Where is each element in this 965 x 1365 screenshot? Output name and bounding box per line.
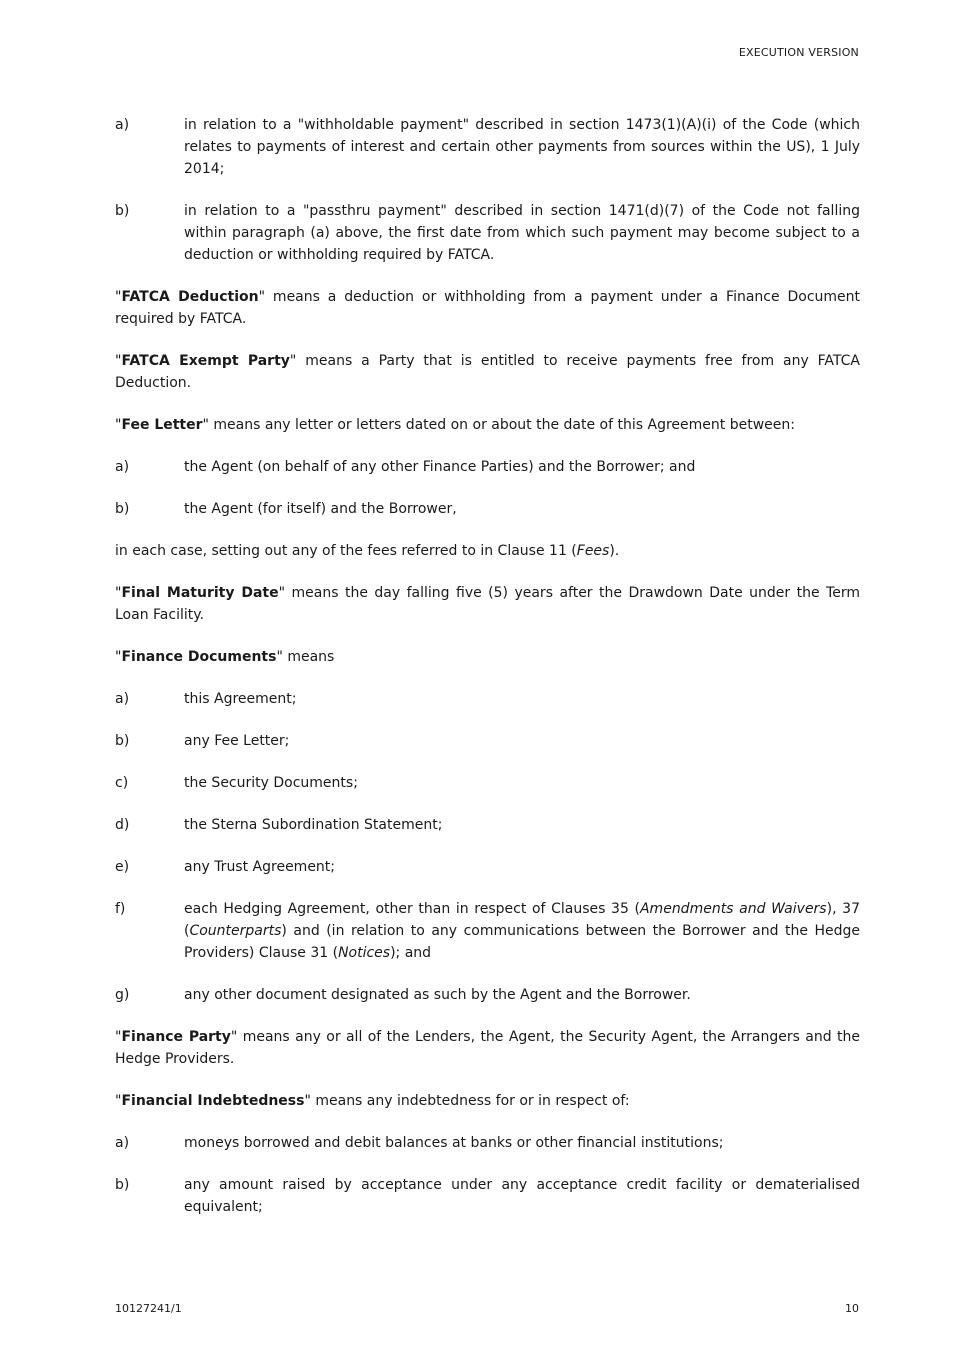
item-label: a) bbox=[115, 1135, 130, 1151]
definition-text: " means a Party that is entitled to receive payments free from any FATCA Deduction. bbox=[115, 353, 860, 391]
item-label: f) bbox=[115, 901, 126, 917]
definition-text: " means the day falling five (5) years after the Drawdown Date under the Term Loan Facility. bbox=[115, 585, 860, 623]
document-body bbox=[115, 114, 860, 1238]
list-item bbox=[115, 984, 860, 1006]
document-id: 10127241/1 bbox=[115, 1302, 182, 1315]
item-label: d) bbox=[115, 817, 130, 833]
definition-fee-letter: "Fee Letter" means any letter or letters dated on or about the date of this Agreement between: bbox=[115, 417, 795, 433]
trailer-text: ). bbox=[609, 543, 620, 559]
definition-finance-party: "Finance Party" means any or all of the Lenders, the Agent, the Security Agent, the Arrangers and the Hedge Providers. bbox=[115, 1029, 861, 1067]
item-text: the Security Documents; bbox=[184, 775, 358, 791]
defined-term: FATCA Exempt Party bbox=[121, 353, 290, 369]
item-text: any amount raised by acceptance under any acceptance credit facility or dematerialised equivalent; bbox=[184, 1177, 860, 1215]
defined-term: Fee Letter bbox=[121, 417, 203, 433]
page-number: 10 bbox=[845, 1302, 859, 1315]
list-item bbox=[115, 498, 860, 520]
defined-term: Finance Party bbox=[121, 1029, 231, 1045]
list-item bbox=[115, 688, 860, 710]
definition-fatca-deduction: "FATCA Deduction" means a deduction or withholding from a payment under a Finance Document required by FATCA. bbox=[115, 289, 861, 327]
list-item bbox=[115, 772, 860, 794]
defined-term: FATCA Deduction bbox=[121, 289, 259, 305]
list-item bbox=[115, 814, 860, 836]
item-text: the Agent (on behalf of any other Finance Parties) and the Borrower; and bbox=[184, 459, 696, 475]
item-label: b) bbox=[115, 203, 130, 219]
defined-term: Final Maturity Date bbox=[121, 585, 279, 601]
list-item bbox=[115, 114, 860, 180]
defined-term: Finance Documents bbox=[121, 649, 277, 665]
list-item bbox=[115, 730, 860, 752]
text-run: ) and (in relation to any communications between the Borrower and the Hedge Providers) Clause 31 ( bbox=[184, 923, 860, 961]
trailer-text: in each case, setting out any of the fees referred to in Clause 11 ( bbox=[115, 543, 577, 559]
fee-letter-trailer bbox=[115, 540, 860, 562]
list-item bbox=[115, 456, 860, 478]
item-text: this Agreement; bbox=[184, 691, 297, 707]
list-item bbox=[115, 1132, 860, 1154]
definition-final-maturity-date: "Final Maturity Date" means the day falling five (5) years after the Drawdown Date under the Term Loan Facility. bbox=[115, 585, 860, 623]
definition-fatca-exempt-party: "FATCA Exempt Party" means a Party that is entitled to receive payments free from any FATCA Deduction. bbox=[115, 353, 860, 391]
text-run: ); and bbox=[390, 945, 432, 961]
clause-reference: Counterparts bbox=[189, 923, 282, 939]
text-run: ), 37 ( bbox=[184, 901, 860, 939]
list-item bbox=[115, 1174, 860, 1218]
item-text: any Trust Agreement; bbox=[184, 859, 336, 875]
list-item bbox=[115, 200, 860, 266]
list-item bbox=[115, 898, 860, 964]
item-text: the Agent (for itself) and the Borrower, bbox=[184, 501, 457, 517]
item-text: in relation to a "withholdable payment" described in section 1473(1)(A)(i) of the Code (which relates to payments of interest and certain other payments from sources within the US), 1 July 2014; bbox=[184, 117, 860, 177]
definition-text: " means any or all of the Lenders, the Agent, the Security Agent, the Arrangers and the Hedge Providers. bbox=[115, 1029, 861, 1067]
item-text: the Sterna Subordination Statement; bbox=[184, 817, 443, 833]
definition-finance-documents: "Finance Documents" means bbox=[115, 649, 335, 665]
item-text: in relation to a "passthru payment" described in section 1471(d)(7) of the Code not falling within paragraph (a) above, the first date from which such payment may become subject to a deduction or withholding required by FATCA. bbox=[184, 203, 860, 263]
item-label: a) bbox=[115, 691, 130, 707]
item-text bbox=[184, 898, 860, 964]
clause-reference: Fees bbox=[576, 543, 610, 559]
item-label: b) bbox=[115, 501, 130, 517]
definition-text: " means any letter or letters dated on or about the date of this Agreement between: bbox=[202, 417, 795, 433]
item-label: g) bbox=[115, 987, 130, 1003]
defined-term: Financial Indebtedness bbox=[121, 1093, 305, 1109]
text-run: each Hedging Agreement, other than in respect of Clauses 35 ( bbox=[184, 901, 640, 917]
item-label: e) bbox=[115, 859, 130, 875]
definition-text: " means a deduction or withholding from a payment under a Finance Document required by FATCA. bbox=[115, 289, 861, 327]
definition-text: " means any indebtedness for or in respect of: bbox=[304, 1093, 630, 1109]
execution-version-header: EXECUTION VERSION bbox=[738, 46, 859, 59]
item-label: c) bbox=[115, 775, 129, 791]
item-text: any other document designated as such by the Agent and the Borrower. bbox=[184, 987, 691, 1003]
item-label: b) bbox=[115, 733, 130, 749]
clause-reference: Amendments and Waivers bbox=[639, 901, 827, 917]
item-text: any Fee Letter; bbox=[184, 733, 290, 749]
item-label: a) bbox=[115, 459, 130, 475]
definition-text: " means bbox=[276, 649, 335, 665]
list-item bbox=[115, 856, 860, 878]
item-label: a) bbox=[115, 117, 130, 133]
clause-reference: Notices bbox=[338, 945, 391, 961]
item-label: b) bbox=[115, 1177, 130, 1193]
item-text: moneys borrowed and debit balances at banks or other financial institutions; bbox=[184, 1135, 724, 1151]
definition-financial-indebtedness: "Financial Indebtedness" means any indebtedness for or in respect of: bbox=[115, 1093, 630, 1109]
